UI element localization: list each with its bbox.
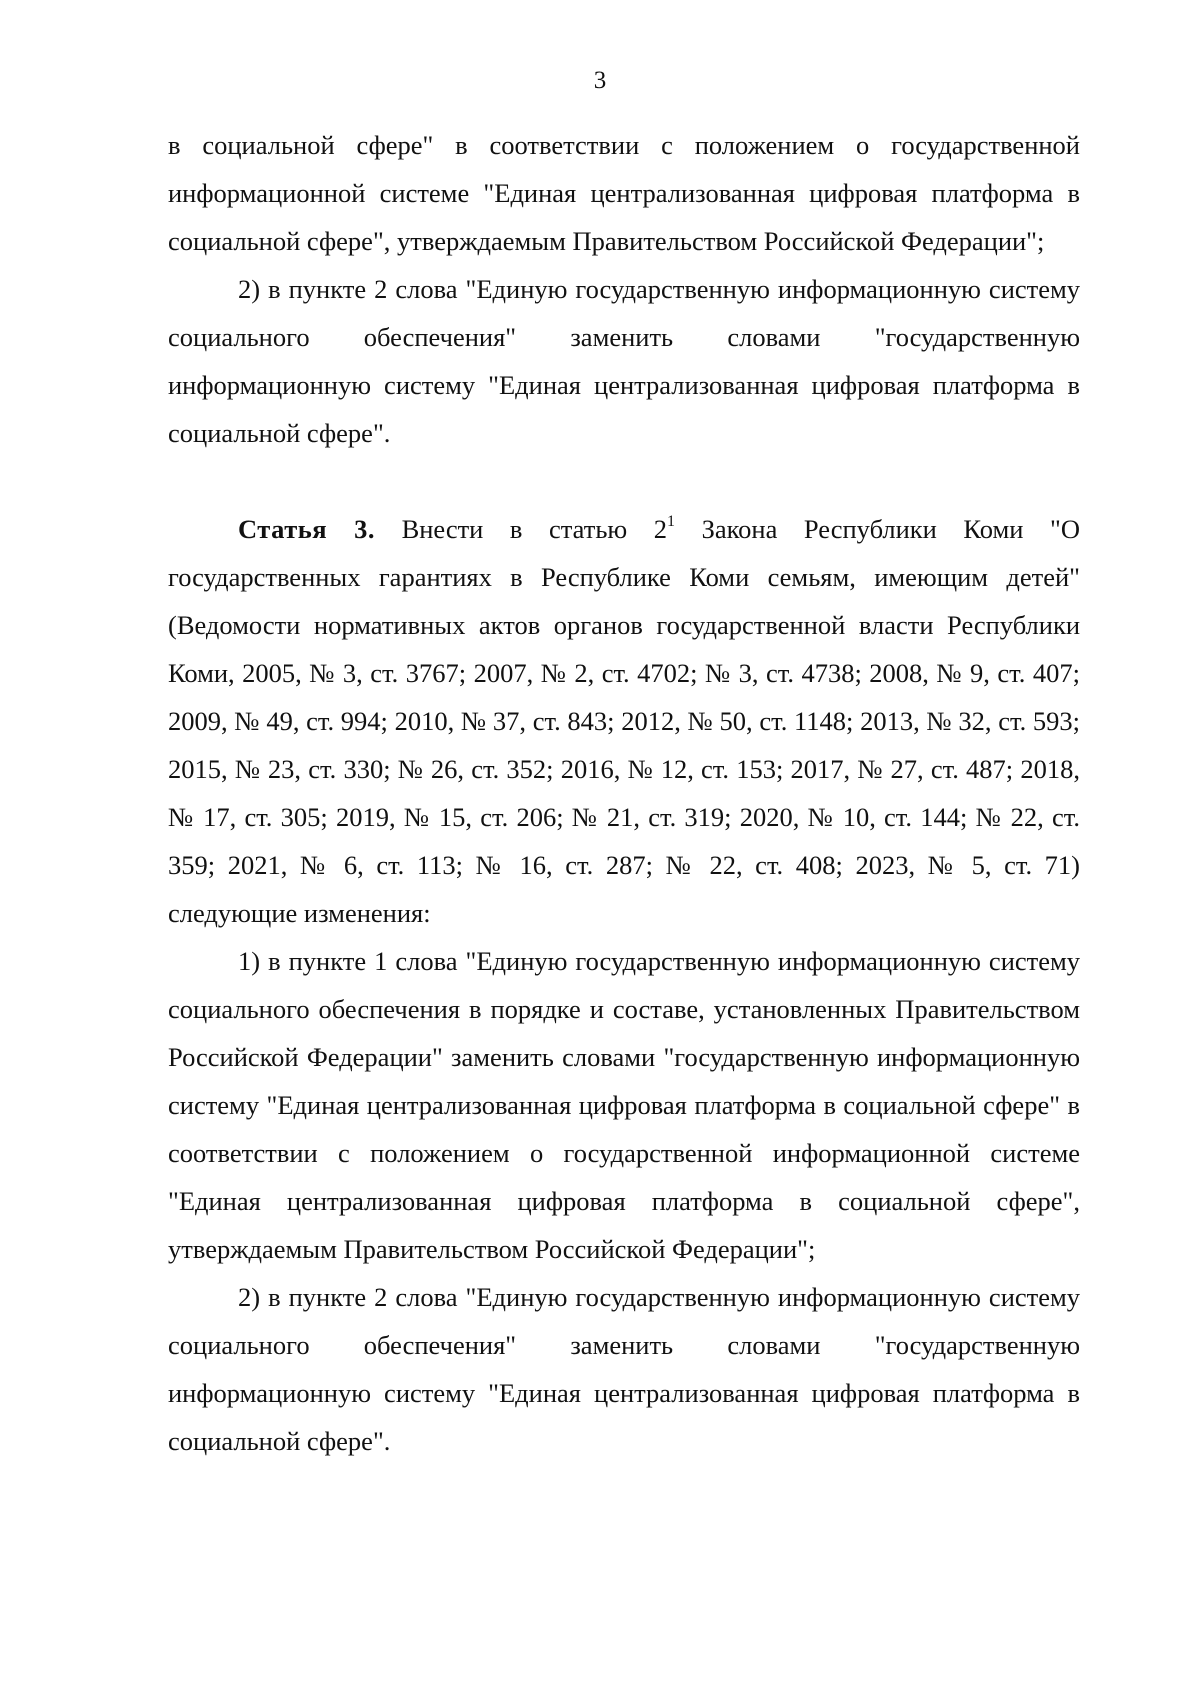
paragraph-item-1-art3: 1) в пункте 1 слова "Единую государственную информационную систему социального обеспечения в порядке и составе, установленных Правительством Российской Федерации" заменить словами "государственную информационную систему "Единая централизованная цифровая платформа в социальной сфере" в соответствии с положением о государственной информационной системе "Единая централизованная цифровая платформа в социальной сфере", утверждаемым Правительством Российской Федерации"; [168,946,1080,1264]
article-lead: Внести в статью 2 [375,514,668,544]
document-body [168,121,1080,1465]
article-text: Закона Республики Коми "О государственных гарантиях в Республике Коми семьям, имеющим детей" (Ведомости нормативных актов органов государственной власти Республики Коми, 2005, № 3, ст. 3767; 2007, № 2, ст. 4702; № 3, ст. 4738; 2008, № 9, ст. 407; 2009, № 49, ст. 994; 2010, № 37, ст. 843; 2012, № 50, ст. 1148; 2013, № 32, ст. 593; 2015, № 23, ст. 330; № 26, ст. 352; 2016, № 12, ст. 153; 2017, № 27, ст. 487; 2018, № 17, ст. 305; 2019, № 15, ст. 206; № 21, ст. 319; 2020, № 10, ст. 144; № 22, ст. 359; 2021, № 6, ст. 113; № 16, ст. 287; № 22, ст. 408; 2023, № 5, ст. 71) следующие изменения: [168,514,1080,928]
article-superscript: 1 [667,513,676,530]
paragraph-continuation: в социальной сфере" в соответствии с положением о государственной информационной системе "Единая централизованная цифровая платформа в социальной сфере", утверждаемым Правительством Российской Федерации"; [168,130,1080,256]
page-number: 3 [593,67,607,94]
article-heading: Статья 3. [238,514,375,544]
paragraph-article-3 [168,505,1080,937]
section-spacer [168,457,1080,505]
paragraph-item-2-art3: 2) в пункте 2 слова "Единую государственную информационную систему социального обеспечения" заменить словами "государственную информационную систему "Единая централизованная цифровая платформа в социальной сфере". [168,1282,1080,1456]
paragraph-item-2-art2: 2) в пункте 2 слова "Единую государственную информационную систему социального обеспечения" заменить словами "государственную информационную систему "Единая централизованная цифровая платформа в социальной сфере". [168,274,1080,448]
